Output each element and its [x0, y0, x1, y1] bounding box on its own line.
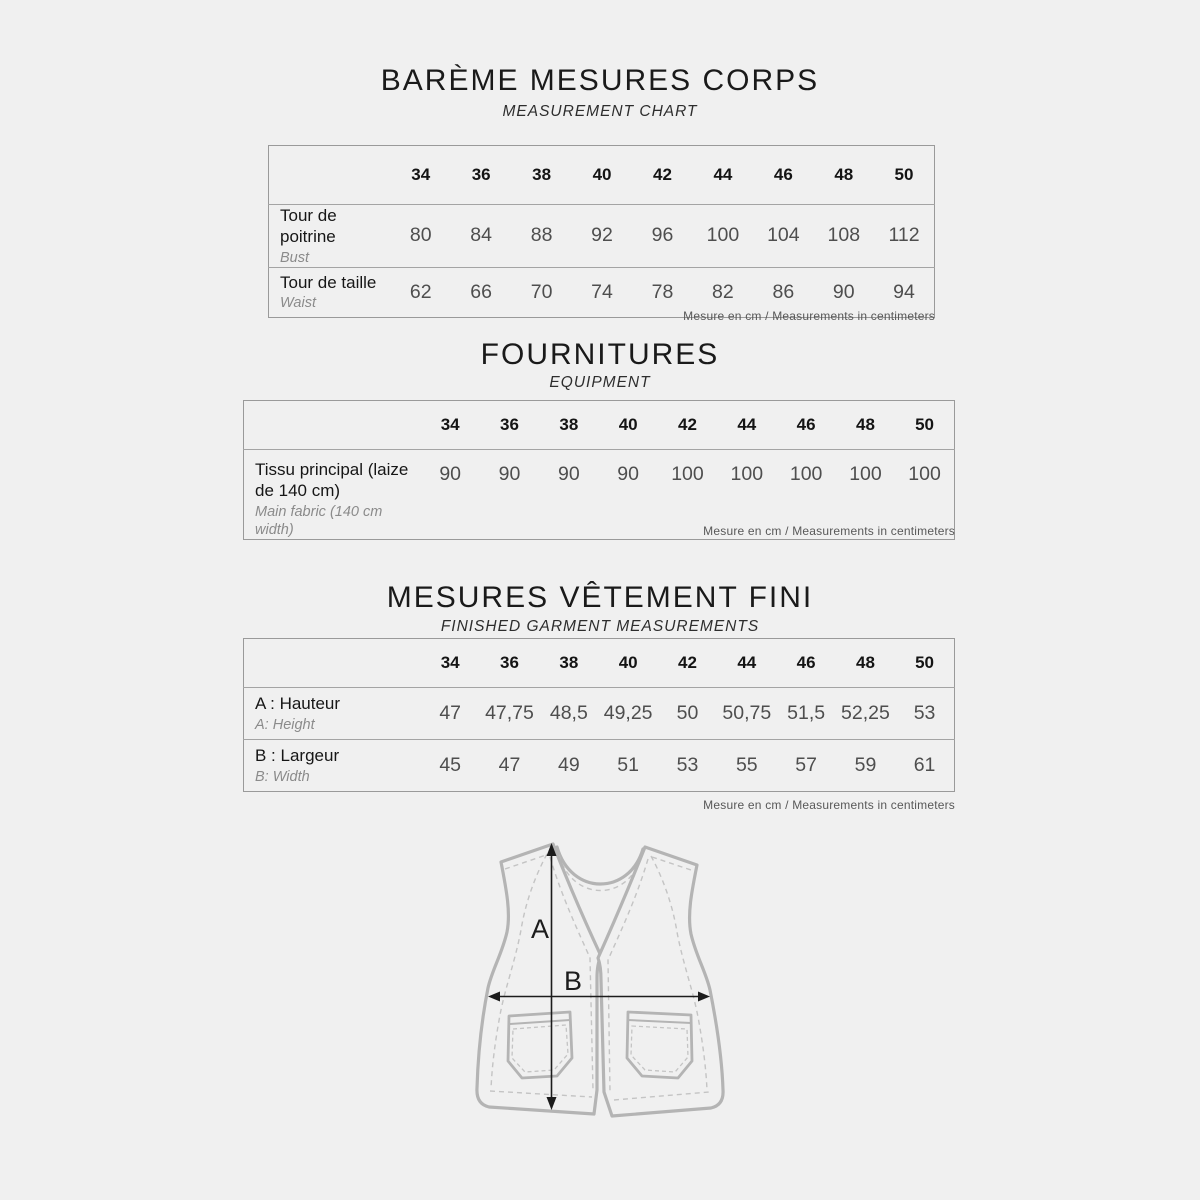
body-measurements-subtitle: MEASUREMENT CHART: [502, 103, 698, 120]
value-cell: 94: [874, 267, 935, 317]
size-header: 34: [411, 165, 431, 184]
value-cell: 100: [895, 450, 954, 540]
row-label-en: A: Height: [255, 716, 315, 733]
size-header: 50: [915, 415, 935, 434]
value-cell: 57: [776, 740, 835, 792]
size-header: 44: [737, 415, 757, 434]
row-label-cell: [244, 740, 421, 792]
value-cell: 66: [451, 267, 511, 317]
size-header: 42: [678, 653, 697, 672]
equipment-table: [243, 400, 955, 540]
value-cell: 59: [836, 740, 895, 792]
row-label-en: Waist: [280, 295, 316, 312]
finished-measurements-subtitle: FINISHED GARMENT MEASUREMENTS: [440, 618, 760, 635]
value-cell: 88: [511, 205, 571, 268]
row-label-en: B: Width: [255, 768, 310, 785]
value-cell: 47: [480, 740, 539, 792]
value-cell: 104: [753, 205, 813, 268]
corner-cell: [269, 146, 391, 205]
size-header: 46: [796, 653, 816, 672]
height-arrow-label: A: [530, 914, 550, 944]
value-cell: 62: [391, 267, 451, 317]
size-header: 42: [653, 165, 672, 184]
value-cell: 100: [717, 450, 776, 540]
corner-cell: [244, 639, 421, 688]
value-cell: 47,75: [480, 688, 539, 740]
value-cell: 82: [693, 267, 753, 317]
value-cell: 50,75: [717, 688, 776, 740]
value-cell: 53: [658, 740, 717, 792]
value-cell: 51,5: [776, 688, 835, 740]
value-cell: 90: [421, 450, 480, 540]
value-cell: 90: [480, 450, 539, 540]
value-cell: 55: [717, 740, 776, 792]
size-header: 48: [856, 415, 875, 434]
row-label-cell: [269, 205, 391, 268]
value-cell: 100: [693, 205, 753, 268]
size-header: 40: [618, 653, 638, 672]
size-header: 50: [894, 165, 914, 184]
value-cell: 51: [598, 740, 657, 792]
value-cell: 100: [836, 450, 895, 540]
right-pocket: [627, 1012, 692, 1078]
value-cell: 61: [895, 740, 954, 792]
size-header: 36: [500, 653, 519, 672]
value-cell: 112: [874, 205, 935, 268]
table-row-bust: [269, 205, 935, 268]
equipment-title: FOURNITURES: [480, 338, 720, 371]
value-cell: 96: [632, 205, 692, 268]
units-caption: Mesure en cm / Measurements in centimeters: [703, 524, 955, 538]
value-cell: 45: [421, 740, 480, 792]
corner-cell: [244, 401, 421, 450]
value-cell: 86: [753, 267, 813, 317]
value-cell: 100: [776, 450, 835, 540]
row-label-fr: B : Largeur: [255, 746, 340, 766]
row-label-en: Main fabric (140 cm width): [255, 503, 383, 538]
value-cell: 90: [598, 450, 657, 540]
size-header: 50: [915, 653, 935, 672]
row-label-en: Bust: [280, 249, 310, 266]
size-header: 38: [559, 653, 579, 672]
value-cell: 53: [895, 688, 954, 740]
size-header: 46: [773, 165, 793, 184]
size-header: 34: [440, 415, 460, 434]
size-header: 40: [592, 165, 612, 184]
row-label-fr: A : Hauteur: [255, 694, 341, 714]
value-cell: 70: [511, 267, 571, 317]
finished-measurements-title: MESURES VÊTEMENT FINI: [386, 581, 814, 614]
value-cell: 52,25: [836, 688, 895, 740]
value-cell: 48,5: [539, 688, 598, 740]
table-row-width: [244, 740, 955, 792]
body-measurements-title: BARÈME MESURES CORPS: [380, 64, 820, 97]
value-cell: 49,25: [598, 688, 657, 740]
row-label-fr: Tour de poitrine: [280, 206, 337, 247]
size-header: 44: [713, 165, 733, 184]
size-header-row: [244, 639, 955, 688]
size-header: 40: [618, 415, 638, 434]
value-cell: 90: [539, 450, 598, 540]
value-cell: 74: [572, 267, 632, 317]
size-header: 34: [440, 653, 460, 672]
size-header: 36: [471, 165, 491, 184]
finished-measurements-table: [243, 638, 955, 792]
size-header: 46: [796, 415, 816, 434]
size-header: 36: [500, 415, 519, 434]
size-header: 42: [678, 415, 697, 434]
equipment-subtitle: EQUIPMENT: [549, 374, 651, 391]
size-header-row: [269, 146, 935, 205]
size-header: 48: [856, 653, 875, 672]
size-header: 38: [532, 165, 552, 184]
value-cell: 47: [421, 688, 480, 740]
value-cell: 90: [814, 267, 874, 317]
units-caption: Mesure en cm / Measurements in centimeters: [703, 798, 955, 812]
width-arrow-label: B: [563, 966, 583, 996]
size-header: 38: [559, 415, 579, 434]
units-caption: Mesure en cm / Measurements in centimeters: [683, 309, 935, 323]
vest-technical-drawing: [465, 828, 755, 1168]
left-pocket: [508, 1012, 572, 1078]
row-label-fr: Tour de taille: [280, 272, 377, 292]
value-cell: 78: [632, 267, 692, 317]
table-row-height: [244, 688, 955, 740]
row-label-fr: Tissu principal (laize de 140 cm): [255, 460, 409, 501]
value-cell: 50: [658, 688, 717, 740]
value-cell: 80: [391, 205, 451, 268]
size-header-row: [244, 401, 955, 450]
value-cell: 108: [814, 205, 874, 268]
value-cell: 49: [539, 740, 598, 792]
value-cell: 84: [451, 205, 511, 268]
value-cell: 92: [572, 205, 632, 268]
row-label-cell: [244, 688, 421, 740]
size-header: 48: [834, 165, 854, 184]
size-header: 44: [737, 653, 757, 672]
body-measurements-table: [268, 145, 935, 318]
value-cell: 100: [658, 450, 717, 540]
